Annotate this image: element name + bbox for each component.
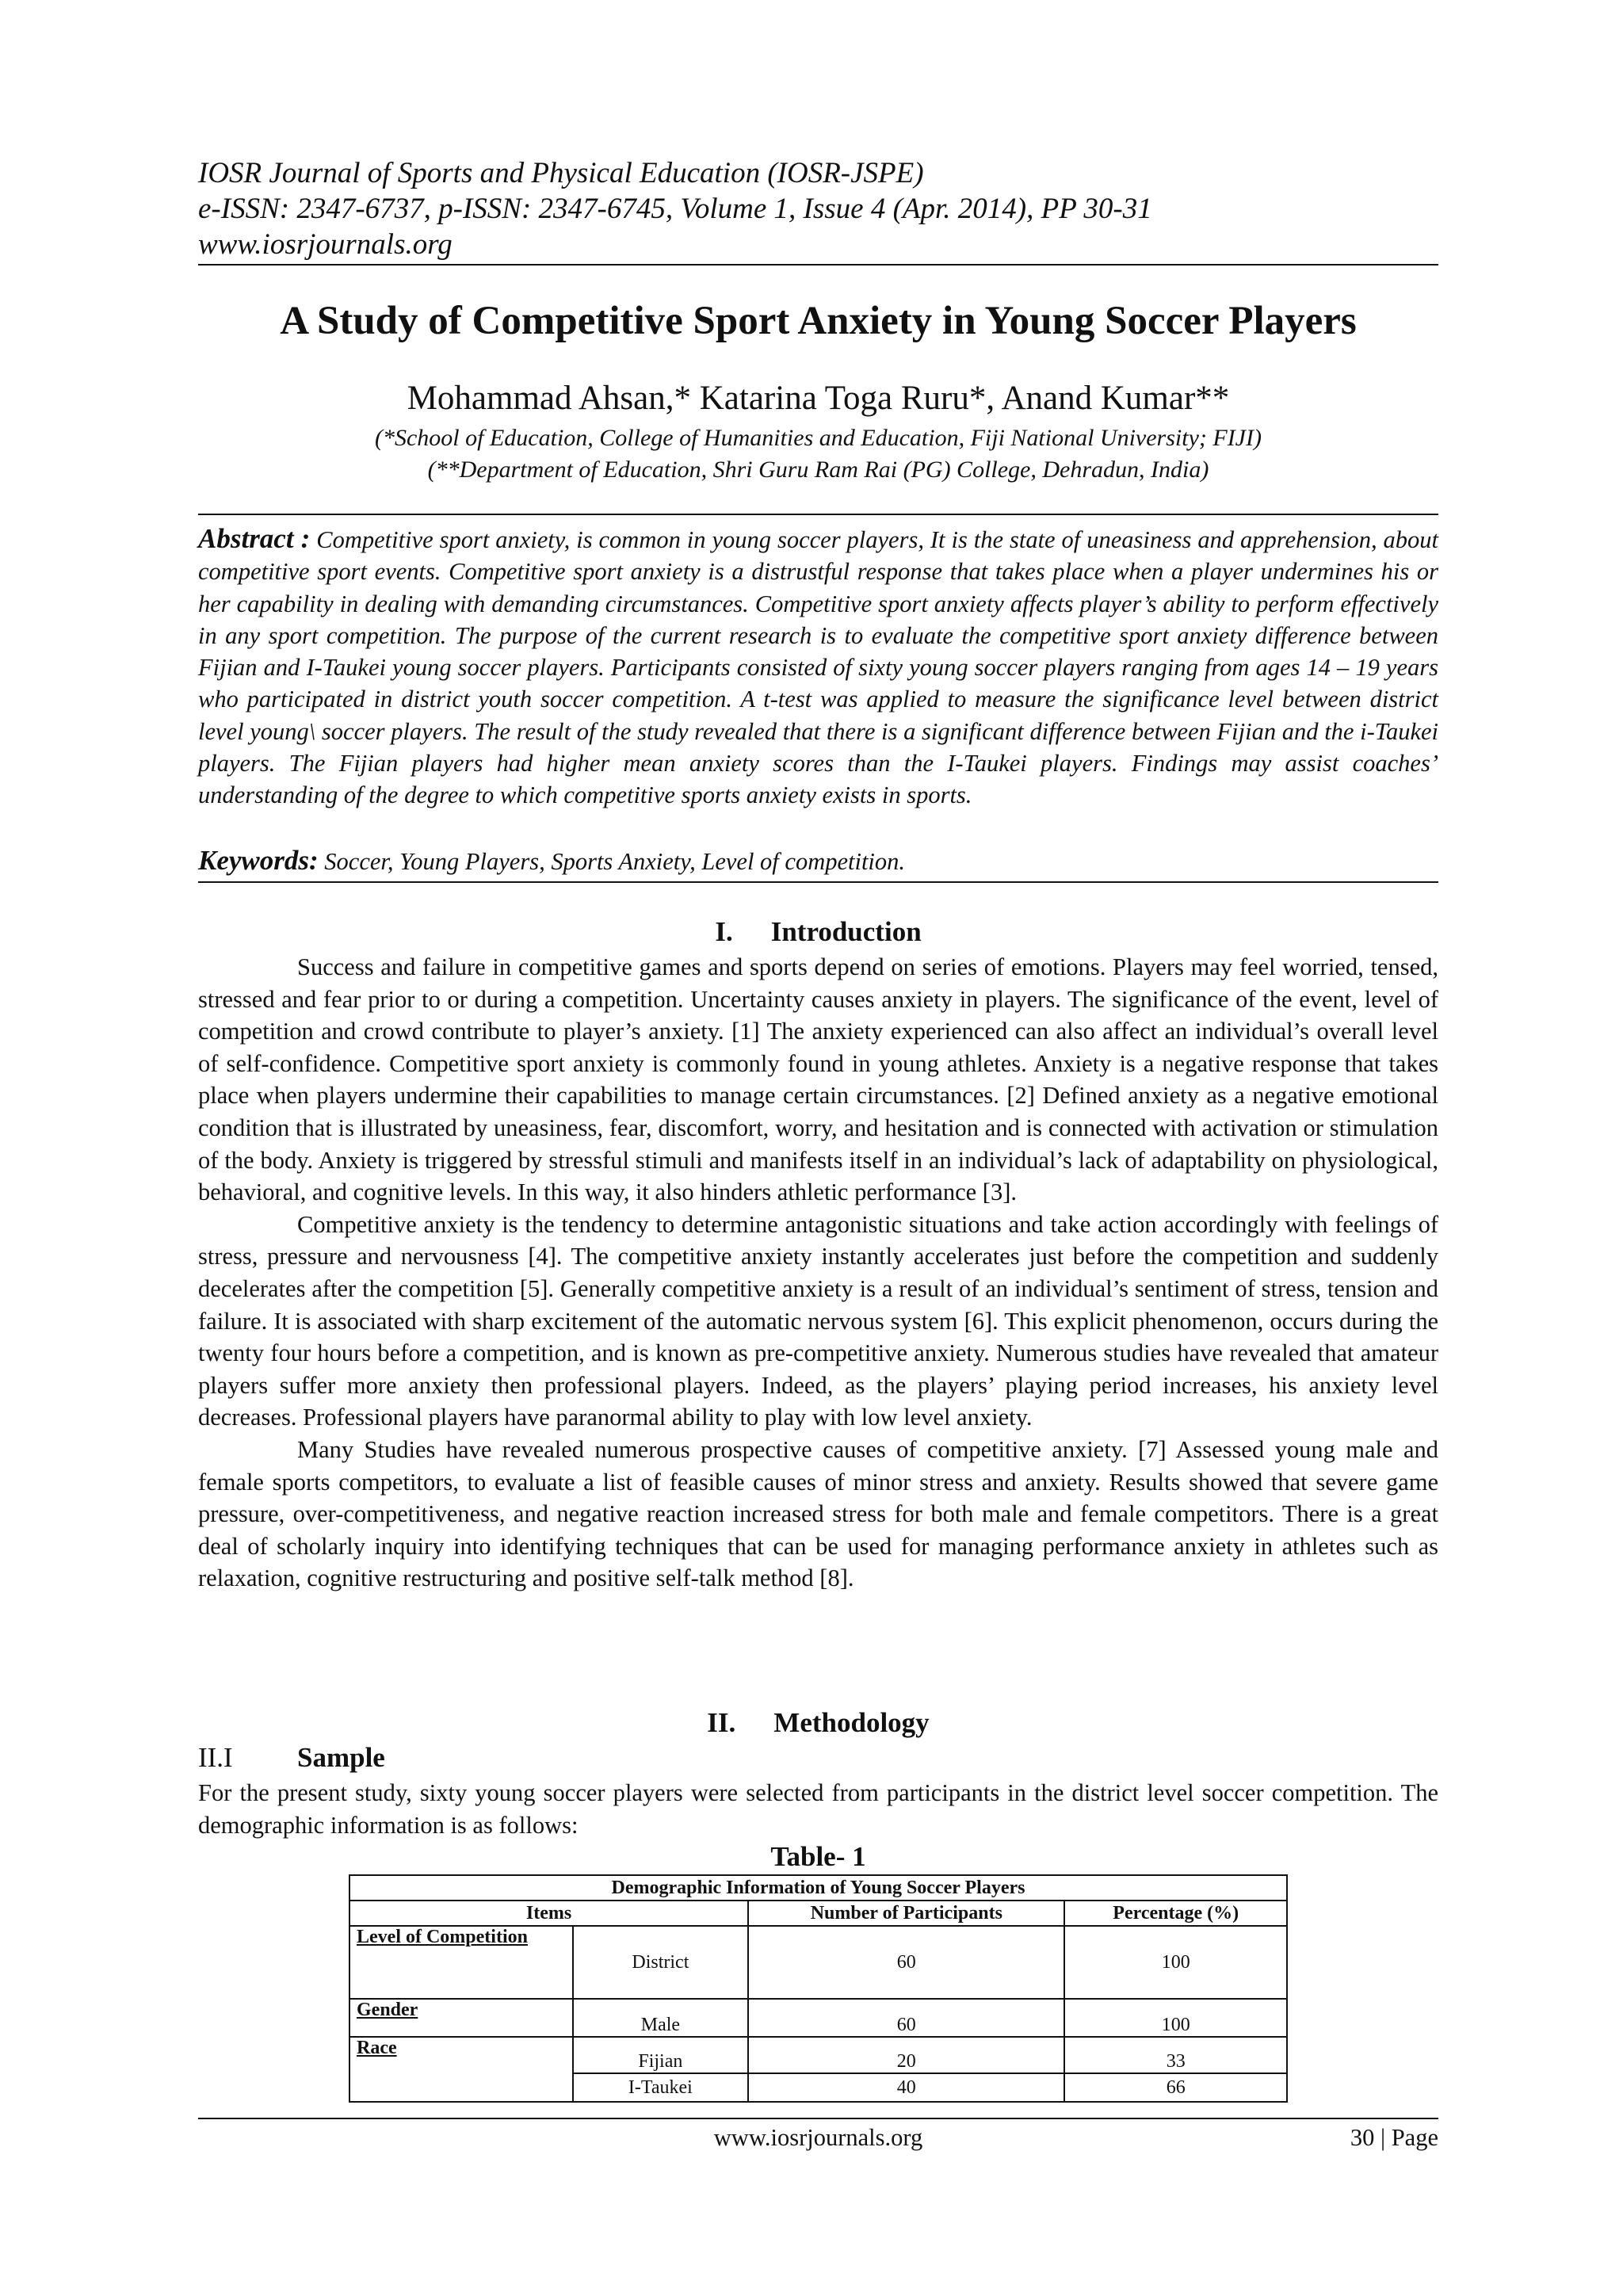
table-row (349, 1999, 1287, 2037)
row-item: Fijian (573, 2037, 749, 2073)
abstract-text: Competitive sport anxiety, is common in young soccer players, It is the state of uneasiness and apprehension, about competitive sport events. Competitive sport anxiety is a distrustful response that takes place when a player undermines his or her capability in dealing with demanding circumstances. Competitive sport anxiety affects player’s ability to perform effectively in any sport competition. The purpose of the current research is to evaluate the competitive sport anxiety difference between Fijian and I-Taukei young soccer players. Participants consisted of sixty young soccer players ranging from ages 14 – 19 years who participated in district youth soccer competition. A t-test was applied to measure the significance level between district level young\ soccer players. The result of the study revealed that there is a significant difference between Fijian and the i-Taukei players. The Fijian players had higher mean anxiety scores than the I-Taukei players. Findings may assist coaches’ understanding of the degree to which competitive sports anxiety exists in sports. (198, 526, 1438, 809)
row-number: 60 (748, 1999, 1064, 2037)
row-percent: 100 (1064, 1926, 1287, 1999)
row-percent: 33 (1064, 2037, 1287, 2073)
paper-authors: Mohammad Ahsan,* Katarina Toga Ruru*, Anand Kumar** (407, 380, 1230, 417)
row-group: Gender (349, 1999, 573, 2037)
methodology-body (198, 1777, 1438, 1841)
abstract (198, 523, 1438, 812)
keywords-label: Keywords: (198, 845, 319, 876)
paper-page (198, 0, 1438, 2296)
journal-name: IOSR Journal of Sports and Physical Education (IOSR-JSPE) (198, 157, 924, 189)
journal-header (198, 155, 1438, 262)
abstract-top-rule (198, 514, 1438, 515)
journal-issn: e-ISSN: 2347-6737, p-ISSN: 2347-6745, Volume 1, Issue 4 (Apr. 2014), PP 30-31 (198, 193, 1152, 225)
table-caption-row (349, 1875, 1287, 1901)
header-number: Number of Participants (748, 1901, 1064, 1926)
row-item: I-Taukei (573, 2073, 749, 2102)
table-caption: Demographic Information of Young Soccer Players (349, 1875, 1287, 1901)
abstract-bottom-rule (198, 881, 1438, 883)
header-items: Items (349, 1901, 748, 1926)
section-number: II. (707, 1707, 736, 1738)
affiliation-2: (**Department of Education, Shri Guru Ram Rai (PG) College, Dehradun, India) (427, 457, 1209, 483)
section-heading-introduction (198, 916, 1438, 948)
table-row (349, 2037, 1287, 2073)
subsection-heading-sample (198, 1742, 385, 1774)
demographic-table (349, 1874, 1288, 2103)
section-number: I. (715, 916, 733, 947)
section-title: Methodology (773, 1707, 930, 1738)
footer-website[interactable]: www.iosrjournals.org (713, 2124, 923, 2151)
row-item: District (573, 1926, 749, 1999)
row-group: Level of Competition (349, 1926, 573, 1999)
header-percentage: Percentage (%) (1064, 1901, 1287, 1926)
row-number: 60 (748, 1926, 1064, 1999)
table-header-row (349, 1901, 1287, 1926)
keywords (198, 845, 1438, 877)
footer-page-number: 30 | Page (1350, 2124, 1438, 2151)
footer-rule (198, 2118, 1438, 2119)
paragraph: For the present study, sixty young soccer players were selected from participants in the district level soccer competition. The demographic information is as follows: (198, 1779, 1438, 1839)
section-heading-methodology (198, 1707, 1438, 1739)
table-label: Table- 1 (770, 1841, 866, 1872)
subsection-number: II.I (198, 1742, 233, 1773)
row-number: 20 (748, 2037, 1064, 2073)
row-item: Male (573, 1999, 749, 2037)
affiliation-1: (*School of Education, College of Humanities and Education, Fiji National University; FIJI) (375, 425, 1262, 451)
paragraph: Competitive anxiety is the tendency to determine antagonistic situations and take action accordingly with feelings of stress, pressure and nervousness [4]. The competitive anxiety instantly accelerates just before the competition and suddenly decelerates after the competition [5]. Generally competitive anxiety is a result of an individual’s sentiment of stress, tension and failure. It is associated with sharp excitement of the automatic nervous system [6]. This explicit phenomenon, occurs during the twenty four hours before a competition, and is known as pre-competitive anxiety. Numerous studies have revealed that amateur players suffer more anxiety then professional players. Indeed, as the players’ playing period increases, his anxiety level decreases. Professional players have paranormal ability to play with low level anxiety. (198, 1210, 1438, 1431)
row-number: 40 (748, 2073, 1064, 2102)
table-row (349, 1926, 1287, 1999)
subsection-title: Sample (297, 1742, 385, 1773)
row-group: Race (349, 2037, 573, 2102)
introduction-body (198, 951, 1438, 1595)
header-rule (198, 264, 1438, 266)
paragraph: Many Studies have revealed numerous prospective causes of competitive anxiety. [7] Assessed young male and female sports competitors, to evaluate a list of feasible causes of minor stress and anxiety. Results showed that severe game pressure, over-competitiveness, and negative reaction increased stress for both male and female competitors. There is a great deal of scholarly inquiry into identifying techniques that can be used for managing performance anxiety in athletes such as relaxation, cognitive restructuring and positive self-talk method [8]. (198, 1435, 1438, 1592)
row-percent: 100 (1064, 1999, 1287, 2037)
paragraph: Success and failure in competitive games and sports depend on series of emotions. Players may feel worried, tensed, stressed and fear prior to or during a competition. Uncertainty causes anxiety in players. The significance of the event, level of competition and crowd contribute to player’s anxiety. [1] The anxiety experienced can also affect an individual’s overall level of self-confidence. Competitive sport anxiety is commonly found in young athletes. Anxiety is a negative response that takes place when players undermine their capabilities to manage certain circumstances. [2] Defined anxiety as a negative emotional condition that is illustrated by uneasiness, fear, discomfort, worry, and hesitation and is connected with activation or stimulation of the body. Anxiety is triggered by stressful stimuli and manifests itself in an individual’s lack of adaptability on physiological, behavioral, and cognitive levels. In this way, it also hinders athletic performance [3]. (198, 953, 1438, 1206)
paper-title: A Study of Competitive Sport Anxiety in Young Soccer Players (280, 299, 1357, 343)
journal-website[interactable]: www.iosrjournals.org (198, 228, 453, 261)
abstract-label: Abstract : (198, 523, 311, 554)
keywords-text: Soccer, Young Players, Sports Anxiety, Level of competition. (324, 848, 906, 875)
section-title: Introduction (770, 916, 922, 947)
row-percent: 66 (1064, 2073, 1287, 2102)
